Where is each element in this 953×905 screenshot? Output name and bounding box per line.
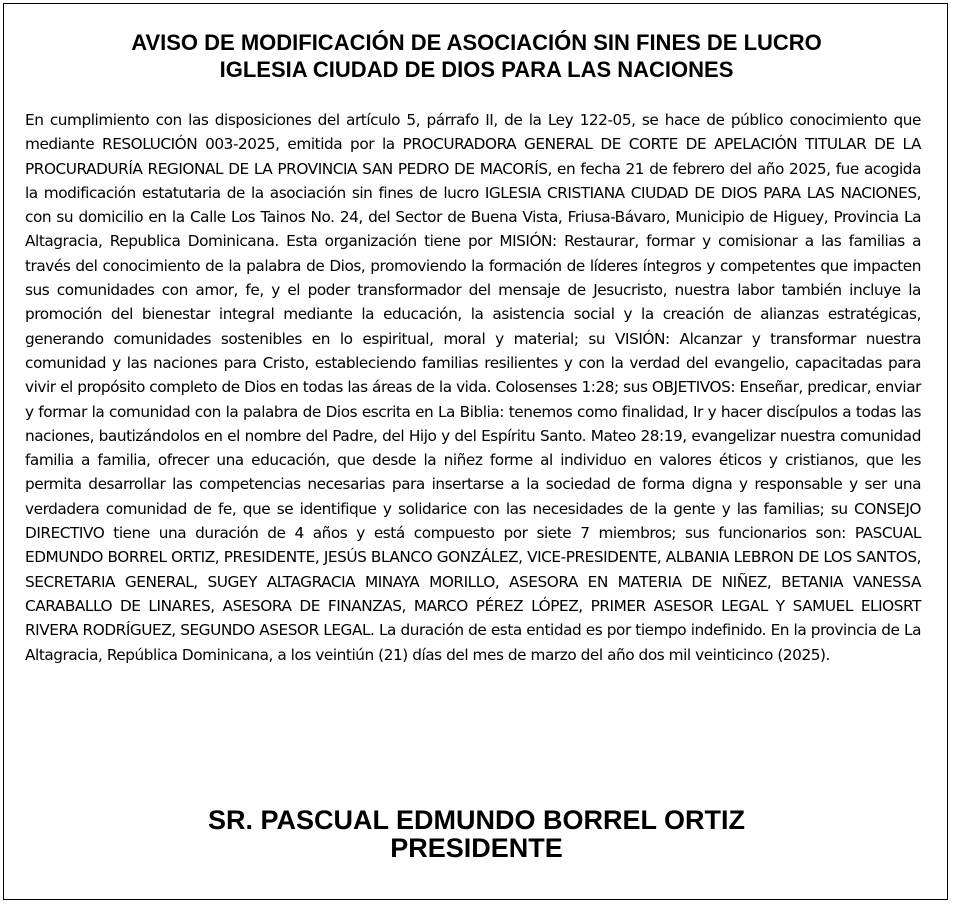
signatory-name: SR. PASCUAL EDMUNDO BORREL ORTIZ [207,805,746,835]
notice-body: En cumplimiento con las disposiciones del artículo 5, párrafo II, de la Ley 122-05, se hace de público conocimiento que mediante RESOLUCIÓN 003-2025, emitida por la PROCURADORA GENERAL DE CORTE DE APELACIÓN TITULAR DE LA PROCURADURÍA REGIONAL DE LA PROVINCIA SAN PEDRO DE MACORÍS, en fecha 21 de febrero del año 2025, fue acogida la modificación estatutaria de la asociación sin fines de lucro IGLESIA CRISTIANA CIUDAD DE DIOS PARA LAS NACIONES, con su domicilio en la Calle Los Tainos No. 24, del Sector de Buena Vista, Friusa-Bávaro, Municipio de Higuey, Provincia La Altagracia, Republica Dominicana. Esta organización tiene por MISIÓN: Restaurar, formar y comisionar a las familias a través del conocimiento de la palabra de Dios, promoviendo la formación de líderes íntegros y competentes que impacten sus comunidades con amor, fe, y el poder transformador del mensaje de Jesucristo, nuestra labor también incluye la promoción del bienestar integral mediante la educación, la asistencia social y la creación de alianzas estratégicas, generando comunidades sostenibles en lo espiritual, moral y material; su VISIÓN: Alcanzar y transformar nuestra comunidad y las naciones para Cristo, estableciendo familias resilientes y con la verdad del evangelio, capacitadas para vivir el propósito completo de Dios en todas las áreas de la vida. Colosenses 1:28; sus OBJETIVOS: Enseñar, predicar, enviar y formar la comunidad con la palabra de Dios escrita en La Biblia: tenemos como finalidad, Ir y hacer discípulos a todas las naciones, bautizándolos en el nombre del Padre, del Hijo y del Espíritu Santo. Mateo 28:19, evangelizar nuestra comunidad familia a familia, ofrecer una educación, que desde la niñez forme al individuo en valores éticos y cristianos, que les permita desarrollar las competencias necesarias para insertarse a la sociedad de forma digna y responsable y ser una verdadera comunidad de fe, que se identifique y solidarice con las necesidades de la gente y las familias; su CONSEJO DIRECTIVO tiene una duración de 4 años y está compuesto por siete 7 miembros; sus funcionarios son: PASCUAL EDMUNDO BORREL ORTIZ, PRESIDENTE, JESÚS BLANCO GONZÁLEZ, VICE-PRESIDENTE, ALBANIA LEBRON DE LOS SANTOS, SECRETARIA GENERAL, SUGEY ALTAGRACIA MINAYA MORILLO, ASESORA EN MATERIA DE NIÑEZ, BETANIA VANESSA CARABALLO DE LINARES, ASESORA DE FINANZAS, MARCO PÉREZ LÓPEZ, PRIMER ASESOR LEGAL Y SAMUEL ELIOSRT RIVERA RODRÍGUEZ, SEGUNDO ASESOR LEGAL. La duración de esta entidad es por tiempo indefinido. En la provincia de La Altagracia, República Dominicana, a los veintiún (21) días del mes de marzo del año dos mil veinticinco (2025). [25,111,921,664]
notice-title [0,29,953,83]
signatory-title: PRESIDENTE [390,833,563,863]
signature-block [0,806,953,862]
notice-title-line-2: IGLESIA CIUDAD DE DIOS PARA LAS NACIONES [219,57,734,82]
notice-title-line-1: AVISO DE MODIFICACIÓN DE ASOCIACIÓN SIN FINES DE LUCRO [131,30,822,55]
